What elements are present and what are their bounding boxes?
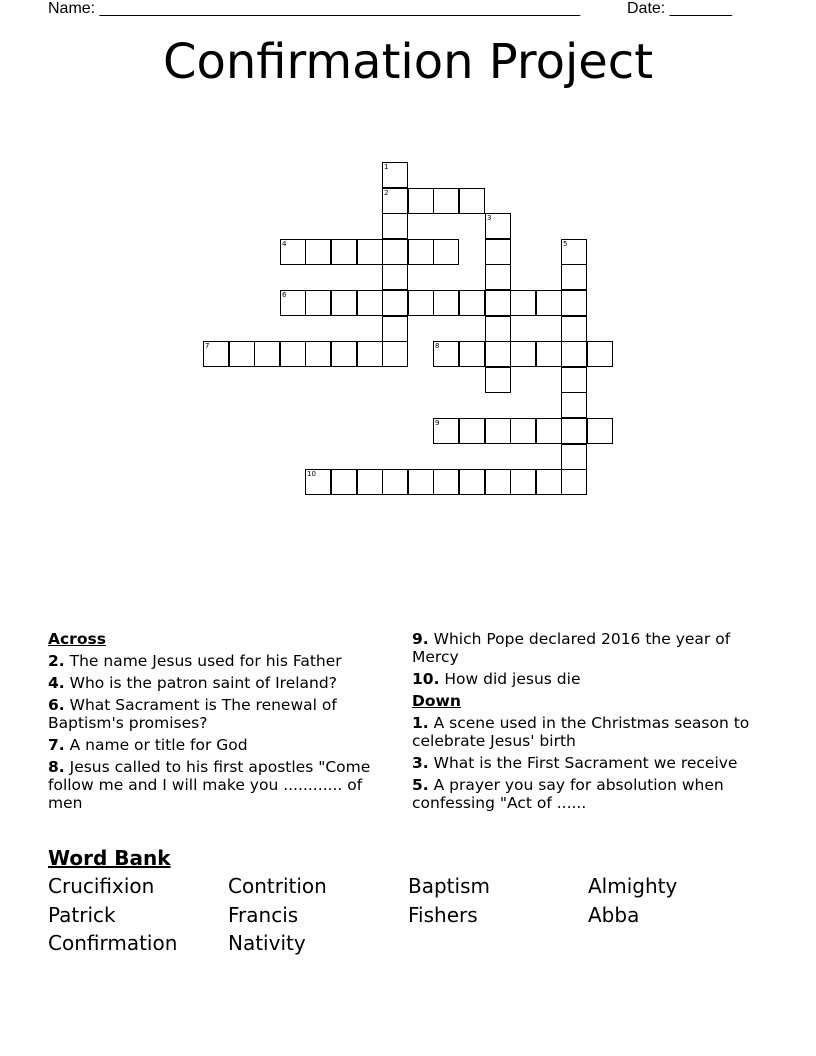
clue-down-1: 1. A scene used in the Christmas season to celebrate Jesus' birth	[412, 714, 750, 750]
crossword-cell[interactable]	[561, 316, 587, 342]
crossword-cell[interactable]	[459, 469, 485, 495]
crossword-cell[interactable]	[382, 264, 408, 290]
crossword-cell[interactable]	[510, 341, 536, 367]
crossword-cell[interactable]	[485, 316, 511, 342]
clue-number: 7	[205, 342, 210, 350]
crossword-cell[interactable]	[485, 239, 511, 265]
crossword-cell[interactable]	[331, 469, 357, 495]
crossword-cell[interactable]	[280, 239, 306, 265]
crossword-cell[interactable]	[305, 469, 331, 495]
word-bank-word: Francis	[228, 903, 299, 927]
crossword-cell[interactable]	[305, 239, 331, 265]
crossword-cell[interactable]	[433, 239, 459, 265]
crossword-cell[interactable]	[485, 264, 511, 290]
crossword-cell[interactable]	[305, 341, 331, 367]
word-bank-word: Fishers	[408, 903, 478, 927]
crossword-cell[interactable]	[357, 469, 383, 495]
crossword-cell[interactable]	[561, 444, 587, 470]
crossword-cell[interactable]	[459, 418, 485, 444]
page-title: Confirmation Project	[162, 34, 654, 90]
crossword-cell[interactable]	[408, 239, 434, 265]
clue-number: 4	[282, 240, 287, 248]
crossword-cell[interactable]	[382, 162, 408, 188]
crossword-cell[interactable]	[382, 469, 408, 495]
crossword-cell[interactable]	[561, 469, 587, 495]
word-bank-word: Abba	[588, 903, 640, 927]
crossword-cell[interactable]	[536, 341, 562, 367]
word-bank-word: Baptism	[408, 874, 490, 898]
crossword-cell[interactable]	[331, 290, 357, 316]
crossword-cell[interactable]	[433, 290, 459, 316]
word-bank-word: Nativity	[228, 931, 306, 955]
crossword-cell[interactable]	[203, 341, 229, 367]
crossword-cell[interactable]	[280, 341, 306, 367]
crossword-cell[interactable]	[357, 290, 383, 316]
clue-down-3: 3. What is the First Sacrament we receive	[412, 754, 738, 772]
crossword-cell[interactable]	[485, 290, 511, 316]
clue-across-4: 4. Who is the patron saint of Ireland?	[48, 674, 337, 692]
crossword-cell[interactable]	[382, 290, 408, 316]
crossword-cell[interactable]	[536, 418, 562, 444]
crossword-cell[interactable]	[280, 290, 306, 316]
crossword-cell[interactable]	[561, 341, 587, 367]
clue-number: 1	[384, 163, 389, 171]
clue-across-9: 9. Which Pope declared 2016 the year of Mercy	[412, 630, 731, 666]
crossword-cell[interactable]	[587, 418, 613, 444]
crossword-cell[interactable]	[485, 418, 511, 444]
crossword-cell[interactable]	[561, 290, 587, 316]
word-bank-word: Almighty	[588, 874, 678, 898]
crossword-cell[interactable]	[331, 239, 357, 265]
crossword-cell[interactable]	[433, 418, 459, 444]
clue-across-7: 7. A name or title for God	[48, 736, 248, 754]
word-bank-word: Crucifixion	[48, 874, 155, 898]
across-heading: Across	[48, 630, 106, 648]
crossword-cell[interactable]	[485, 469, 511, 495]
word-bank-word: Confirmation	[48, 931, 178, 955]
clue-across-6: 6. What Sacrament is The renewal of Baptism's promises?	[48, 696, 337, 732]
crossword-cell[interactable]	[587, 341, 613, 367]
word-bank-word: Patrick	[48, 903, 116, 927]
clue-across-10: 10. How did jesus die	[412, 670, 581, 688]
clues-left-column	[48, 630, 378, 816]
crossword-cell[interactable]	[433, 469, 459, 495]
crossword-cell[interactable]	[254, 341, 280, 367]
clue-number: 6	[282, 291, 287, 299]
crossword-cell[interactable]	[382, 213, 408, 239]
clue-across-2: 2. The name Jesus used for his Father	[48, 652, 342, 670]
crossword-cell[interactable]	[382, 239, 408, 265]
date-field-label: Date: _______	[627, 0, 732, 17]
clue-across-8: 8. Jesus called to his first apostles "Come follow me and I will make you ............ of men	[48, 758, 371, 812]
crossword-cell[interactable]	[305, 290, 331, 316]
name-field-label: Name: ______________________________________________________	[48, 0, 581, 17]
crossword-cell[interactable]	[536, 290, 562, 316]
clues-right-column	[412, 630, 762, 816]
word-bank-title: Word Bank	[48, 846, 171, 870]
crossword-cell[interactable]	[382, 188, 408, 214]
crossword-cell[interactable]	[510, 469, 536, 495]
crossword-cell[interactable]	[510, 290, 536, 316]
crossword-cell[interactable]	[561, 418, 587, 444]
crossword-cell[interactable]	[433, 188, 459, 214]
down-heading: Down	[412, 692, 461, 710]
crossword-cell[interactable]	[485, 213, 511, 239]
crossword-cell[interactable]	[459, 290, 485, 316]
crossword-cell[interactable]	[408, 469, 434, 495]
crossword-cell[interactable]	[561, 264, 587, 290]
crossword-cell[interactable]	[561, 392, 587, 418]
crossword-cell[interactable]	[408, 188, 434, 214]
clue-number: 3	[487, 214, 492, 222]
crossword-cell[interactable]	[433, 341, 459, 367]
crossword-cell[interactable]	[561, 239, 587, 265]
crossword-cell[interactable]	[485, 341, 511, 367]
crossword-cell[interactable]	[485, 367, 511, 393]
crossword-cell[interactable]	[357, 341, 383, 367]
crossword-cell[interactable]	[510, 418, 536, 444]
crossword-cell[interactable]	[459, 341, 485, 367]
crossword-cell[interactable]	[331, 341, 357, 367]
crossword-cell[interactable]	[229, 341, 255, 367]
crossword-cell[interactable]	[459, 188, 485, 214]
crossword-cell[interactable]	[536, 469, 562, 495]
word-bank-word: Contrition	[228, 874, 327, 898]
clue-down-5: 5. A prayer you say for absolution when confessing "Act of ......	[412, 776, 724, 812]
clue-number: 2	[384, 189, 389, 197]
crossword-cell[interactable]	[408, 290, 434, 316]
crossword-cell[interactable]	[561, 367, 587, 393]
crossword-cell[interactable]	[382, 341, 408, 367]
crossword-cell[interactable]	[382, 316, 408, 342]
clue-number: 5	[563, 240, 568, 248]
clue-number: 8	[435, 342, 440, 350]
clue-number: 10	[307, 470, 316, 478]
clue-number: 9	[435, 419, 440, 427]
crossword-grid	[0, 0, 816, 520]
crossword-cell[interactable]	[357, 239, 383, 265]
